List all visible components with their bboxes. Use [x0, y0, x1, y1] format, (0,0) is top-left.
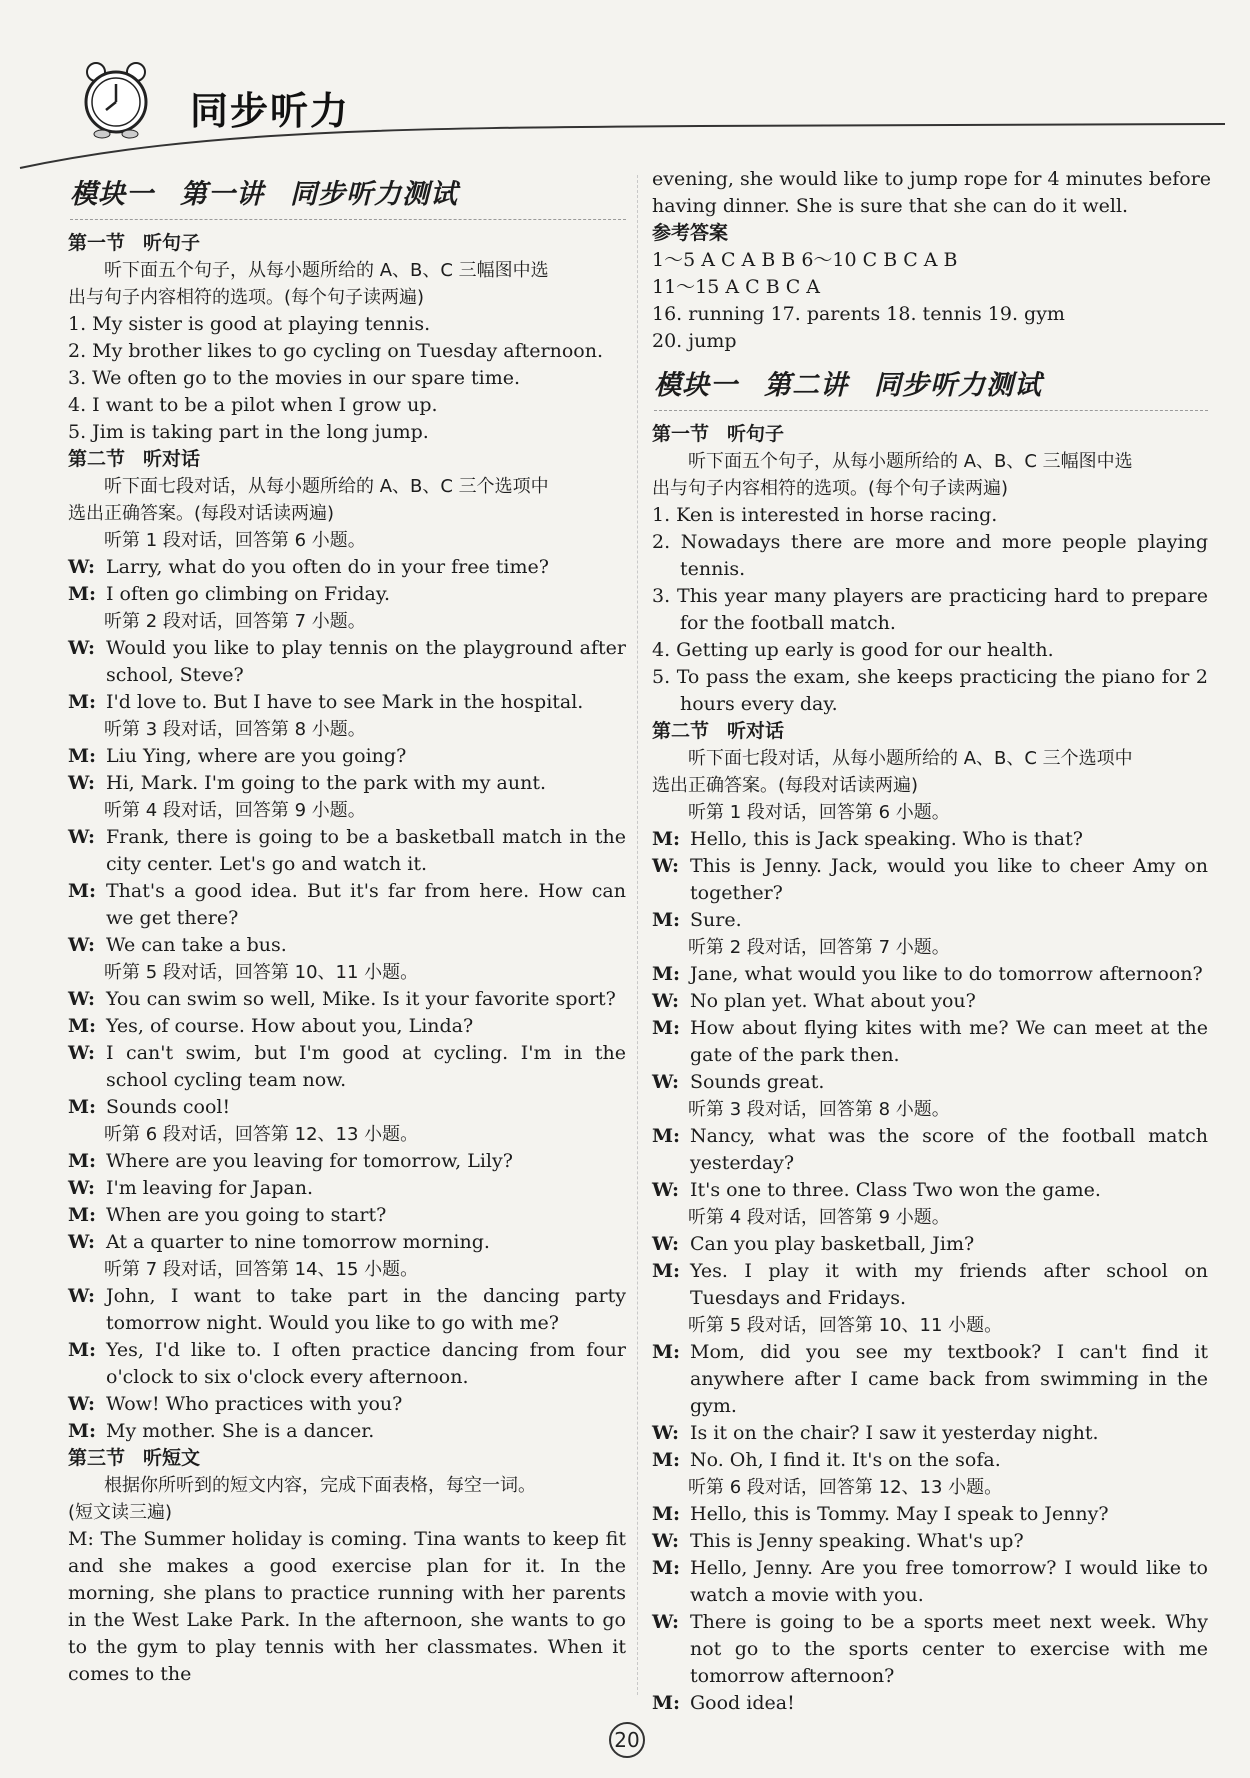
section-name: 听短文	[143, 1447, 201, 1469]
module-label: 模块一	[654, 370, 738, 401]
dialogue-cue: 听第 2 段对话，回答第 7 小题。	[688, 937, 950, 958]
speaker-label: M:	[68, 1339, 97, 1361]
utterance: Can you play basketball, Jim?	[690, 1233, 975, 1255]
dialogue-line	[652, 1177, 1208, 1204]
numbered-sentence: 3. This year many players are practicing hard to prepare for the football match.	[652, 585, 1208, 634]
dialogue-line	[68, 1418, 626, 1445]
utterance: When are you going to start?	[106, 1204, 387, 1226]
speaker-label: W:	[68, 637, 96, 659]
utterance: Liu Ying, where are you going?	[106, 745, 407, 767]
speaker-label: W:	[652, 1179, 680, 1201]
utterance: Jane, what would you like to do tomorrow afternoon?	[690, 963, 1203, 985]
speaker-label: W:	[68, 826, 96, 848]
utterance: Sure.	[690, 909, 742, 931]
section-number: 第三节	[68, 1447, 126, 1469]
utterance: Larry, what do you often do in your free time?	[106, 556, 549, 578]
dialogue-line	[68, 1283, 626, 1337]
sentence-list	[652, 502, 1208, 718]
module-title-lecture-1	[70, 172, 626, 220]
dialogue-line	[652, 1690, 1208, 1717]
utterance: John, I want to take part in the dancing party tomorrow night. Would you like to go with me?	[106, 1285, 626, 1334]
dialogue-line	[68, 932, 626, 959]
dialogue-line	[68, 878, 626, 932]
utterance: Yes, I'd like to. I often practice dancing from four o'clock to six o'clock every afternoon.	[106, 1339, 626, 1388]
dialogue-cue: 听第 2 段对话，回答第 7 小题。	[104, 611, 366, 632]
utterance: Good idea!	[690, 1692, 795, 1714]
utterance: I often go climbing on Friday.	[106, 583, 391, 605]
dialogue-line	[652, 1015, 1208, 1069]
speaker-label: W:	[652, 1422, 680, 1444]
instruction: 出与句子内容相符的选项。(每个句子读两遍)	[652, 478, 1009, 499]
utterance: It's one to three. Class Two won the game.	[690, 1179, 1101, 1201]
utterance: There is going to be a sports meet next week. Why not go to the sports center to exercise with me tomorrow afternoon?	[690, 1611, 1208, 1687]
answers-heading: 参考答案	[652, 222, 729, 244]
speaker-label: W:	[652, 990, 680, 1012]
instruction: 出与句子内容相符的选项。(每个句子读两遍)	[68, 287, 425, 308]
speaker-label: W:	[68, 934, 96, 956]
speaker-label: M:	[652, 1125, 681, 1147]
numbered-sentence: 5. To pass the exam, she keeps practicing the piano for 2 hours every day.	[652, 666, 1208, 715]
dialogue-cue: 听第 3 段对话，回答第 8 小题。	[104, 719, 366, 740]
numbered-sentence: 1. Ken is interested in horse racing.	[652, 504, 998, 526]
speaker-label: M:	[652, 1260, 681, 1282]
speaker-label: W:	[68, 1177, 96, 1199]
section-heading	[68, 1445, 626, 1472]
speaker-label: M:	[652, 963, 681, 985]
answer-line: 1～5 A C A B B 6～10 C B C A B	[652, 249, 958, 271]
dialogue-line	[68, 743, 626, 770]
speaker-label: M:	[68, 583, 97, 605]
speaker-label: M:	[652, 909, 681, 931]
test-label: 同步听力测试	[290, 179, 458, 210]
dialogue-line	[68, 689, 626, 716]
dialogue-line	[68, 1229, 626, 1256]
lecture-label: 第二讲	[764, 370, 848, 401]
dialogue-line	[652, 1123, 1208, 1177]
dialogue-line	[68, 824, 626, 878]
module-title-lecture-2	[654, 363, 1208, 411]
dialogue-line	[652, 1447, 1208, 1474]
speaker-label: M:	[652, 1341, 681, 1363]
lecture-label: 第一讲	[180, 179, 264, 210]
dialogue-list	[652, 799, 1208, 1717]
instruction: 选出正确答案。(每段对话读两遍)	[652, 775, 919, 796]
utterance: Sounds cool!	[106, 1096, 231, 1118]
dialogue-line	[68, 770, 626, 797]
answer-line: 16. running 17. parents 18. tennis 19. gym	[652, 303, 1065, 325]
dialogue-cue: 听第 3 段对话，回答第 8 小题。	[688, 1099, 950, 1120]
dialogue-cue: 听第 4 段对话，回答第 9 小题。	[104, 800, 366, 821]
utterance: Hello, Jenny. Are you free tomorrow? I would like to watch a movie with you.	[690, 1557, 1208, 1606]
section-number: 第一节	[68, 232, 126, 254]
speaker-label: M:	[68, 1204, 97, 1226]
utterance: At a quarter to nine tomorrow morning.	[106, 1231, 490, 1253]
dialogue-line	[652, 1501, 1208, 1528]
utterance: I'd love to. But I have to see Mark in the hospital.	[106, 691, 584, 713]
dialogue-cue: 听第 1 段对话，回答第 6 小题。	[104, 530, 366, 551]
speaker-label: W:	[68, 1231, 96, 1253]
dialogue-cue: 听第 5 段对话，回答第 10、11 小题。	[688, 1315, 1003, 1336]
dialogue-line	[652, 1069, 1208, 1096]
speaker-label: W:	[68, 1285, 96, 1307]
dialogue-line	[68, 1013, 626, 1040]
dialogue-cue: 听第 6 段对话，回答第 12、13 小题。	[104, 1124, 419, 1145]
numbered-sentence: 4. I want to be a pilot when I grow up.	[68, 394, 438, 416]
left-column	[68, 168, 626, 1688]
utterance: Wow! Who practices with you?	[106, 1393, 403, 1415]
dialogue-line	[652, 1609, 1208, 1690]
speaker-label: M:	[68, 745, 97, 767]
module-label: 模块一	[70, 179, 154, 210]
speaker-label: M:	[68, 691, 97, 713]
utterance: Yes, of course. How about you, Linda?	[106, 1015, 474, 1037]
column-divider	[637, 175, 638, 1695]
dialogue-line	[652, 907, 1208, 934]
speaker-label: W:	[652, 1071, 680, 1093]
speaker-label: M:	[652, 1449, 681, 1471]
speaker-label: W:	[652, 855, 680, 877]
utterance: This is Jenny speaking. What's up?	[690, 1530, 1024, 1552]
section-heading	[652, 718, 1208, 745]
speaker-label: M:	[68, 1096, 97, 1118]
numbered-sentence: 5. Jim is taking part in the long jump.	[68, 421, 429, 443]
dialogue-line	[652, 961, 1208, 988]
dialogue-line	[68, 1391, 626, 1418]
section-name: 听句子	[727, 423, 785, 445]
speaker-label: M:	[652, 1017, 681, 1039]
dialogue-line	[68, 1148, 626, 1175]
passage-text: M: The Summer holiday is coming. Tina wants to keep fit and she makes a good exercise plan for it. In the morning, she plans to practice running with her parents in the West Lake Park. In the afternoon, she wants to go to the gym to play tennis with her classmates. When it comes to the	[68, 1528, 626, 1685]
passage-continuation: evening, she would like to jump rope for 4 minutes before	[652, 168, 1212, 190]
dialogue-line	[652, 1420, 1208, 1447]
section-name: 听对话	[727, 720, 785, 742]
alarm-clock-icon	[78, 60, 154, 140]
dialogue-line	[652, 988, 1208, 1015]
dialogue-line	[652, 1258, 1208, 1312]
sentence-list	[68, 311, 626, 446]
speaker-label: M:	[68, 880, 97, 902]
utterance: Hello, this is Tommy. May I speak to Jenny?	[690, 1503, 1109, 1525]
utterance: Hi, Mark. I'm going to the park with my aunt.	[106, 772, 546, 794]
speaker-label: M:	[652, 1557, 681, 1579]
speaker-label: M:	[68, 1420, 97, 1442]
utterance: No. Oh, I find it. It's on the sofa.	[690, 1449, 1001, 1471]
dialogue-line	[652, 1231, 1208, 1258]
utterance: This is Jenny. Jack, would you like to cheer Amy on together?	[690, 855, 1208, 904]
speaker-label: M:	[68, 1015, 97, 1037]
utterance: You can swim so well, Mike. Is it your favorite sport?	[106, 988, 616, 1010]
utterance: Frank, there is going to be a basketball match in the city center. Let's go and watch it.	[106, 826, 626, 875]
instruction: 根据你所听到的短文内容，完成下面表格，每空一词。	[104, 1475, 536, 1496]
answer-line: 11～15 A C B C A	[652, 276, 821, 298]
instruction: 听下面七段对话，从每小题所给的 A、B、C 三个选项中	[104, 476, 549, 497]
speaker-label: W:	[68, 1042, 96, 1064]
utterance: Mom, did you see my textbook? I can't find it anywhere after I came back from swimming in the gym.	[690, 1341, 1208, 1417]
section-heading	[68, 446, 626, 473]
instruction: 听下面七段对话，从每小题所给的 A、B、C 三个选项中	[688, 748, 1133, 769]
header-title: 同步听力	[190, 89, 351, 133]
section-number: 第一节	[652, 423, 710, 445]
dialogue-line	[68, 1202, 626, 1229]
dialogue-cue: 听第 7 段对话，回答第 14、15 小题。	[104, 1259, 419, 1280]
utterance: How about flying kites with me? We can meet at the gate of the park then.	[690, 1017, 1208, 1066]
speaker-label: M:	[652, 1692, 681, 1714]
utterance: I'm leaving for Japan.	[106, 1177, 313, 1199]
speaker-label: W:	[68, 556, 96, 578]
dialogue-cue: 听第 5 段对话，回答第 10、11 小题。	[104, 962, 419, 983]
dialogue-cue: 听第 6 段对话，回答第 12、13 小题。	[688, 1477, 1003, 1498]
instruction: 选出正确答案。(每段对话读两遍)	[68, 503, 335, 524]
speaker-label: W:	[652, 1530, 680, 1552]
section-number: 第二节	[68, 448, 126, 470]
dialogue-line	[652, 1339, 1208, 1420]
dialogue-line	[68, 1337, 626, 1391]
instruction: (短文读三遍)	[68, 1502, 173, 1523]
instruction: 听下面五个句子，从每小题所给的 A、B、C 三幅图中选	[688, 451, 1133, 472]
dialogue-line	[652, 853, 1208, 907]
numbered-sentence: 2. My brother likes to go cycling on Tuesday afternoon.	[68, 340, 603, 362]
numbered-sentence: 2. Nowadays there are more and more people playing tennis.	[652, 531, 1208, 580]
dialogue-line	[68, 1175, 626, 1202]
speaker-label: M:	[68, 1150, 97, 1172]
utterance: No plan yet. What about you?	[690, 990, 976, 1012]
utterance: We can take a bus.	[106, 934, 287, 956]
utterance: Is it on the chair? I saw it yesterday night.	[690, 1422, 1099, 1444]
utterance: Sounds great.	[690, 1071, 825, 1093]
speaker-label: M:	[652, 828, 681, 850]
speaker-label: W:	[652, 1233, 680, 1255]
dialogue-line	[68, 1094, 626, 1121]
speaker-label: W:	[68, 988, 96, 1010]
section-heading	[68, 230, 626, 257]
speaker-label: W:	[68, 772, 96, 794]
speaker-label: W:	[652, 1611, 680, 1633]
section-name: 听句子	[143, 232, 201, 254]
dialogue-list	[68, 527, 626, 1445]
passage-continuation: having dinner. She is sure that she can do it well.	[652, 195, 1129, 217]
dialogue-cue: 听第 1 段对话，回答第 6 小题。	[688, 802, 950, 823]
utterance: Yes. I play it with my friends after school on Tuesdays and Fridays.	[690, 1260, 1208, 1309]
answer-line: 20. jump	[652, 330, 737, 352]
dialogue-line	[68, 581, 626, 608]
utterance: I can't swim, but I'm good at cycling. I'm in the school cycling team now.	[106, 1042, 626, 1091]
dialogue-line	[652, 1528, 1208, 1555]
utterance: Would you like to play tennis on the playground after school, Steve?	[106, 637, 626, 686]
dialogue-cue: 听第 4 段对话，回答第 9 小题。	[688, 1207, 950, 1228]
dialogue-line	[68, 554, 626, 581]
numbered-sentence: 4. Getting up early is good for our health.	[652, 639, 1054, 661]
section-heading	[652, 421, 1208, 448]
numbered-sentence: 3. We often go to the movies in our spare time.	[68, 367, 521, 389]
utterance: My mother. She is a dancer.	[106, 1420, 375, 1442]
answer-list	[652, 247, 1208, 355]
dialogue-line	[652, 826, 1208, 853]
speaker-label: W:	[68, 1393, 96, 1415]
dialogue-line	[652, 1555, 1208, 1609]
dialogue-line	[68, 635, 626, 689]
speaker-label: M:	[652, 1503, 681, 1525]
dialogue-line	[68, 986, 626, 1013]
dialogue-line	[68, 1040, 626, 1094]
page-number: 20	[609, 1722, 645, 1758]
numbered-sentence: 1. My sister is good at playing tennis.	[68, 313, 431, 335]
test-label: 同步听力测试	[874, 370, 1042, 401]
section-name: 听对话	[143, 448, 201, 470]
instruction: 听下面五个句子，从每小题所给的 A、B、C 三幅图中选	[104, 260, 549, 281]
right-column	[652, 166, 1212, 1717]
utterance: Where are you leaving for tomorrow, Lily?	[106, 1150, 513, 1172]
utterance: That's a good idea. But it's far from here. How can we get there?	[106, 880, 626, 929]
page-header	[0, 0, 1250, 175]
section-number: 第二节	[652, 720, 710, 742]
utterance: Hello, this is Jack speaking. Who is that?	[690, 828, 1083, 850]
utterance: Nancy, what was the score of the football match yesterday?	[690, 1125, 1208, 1174]
